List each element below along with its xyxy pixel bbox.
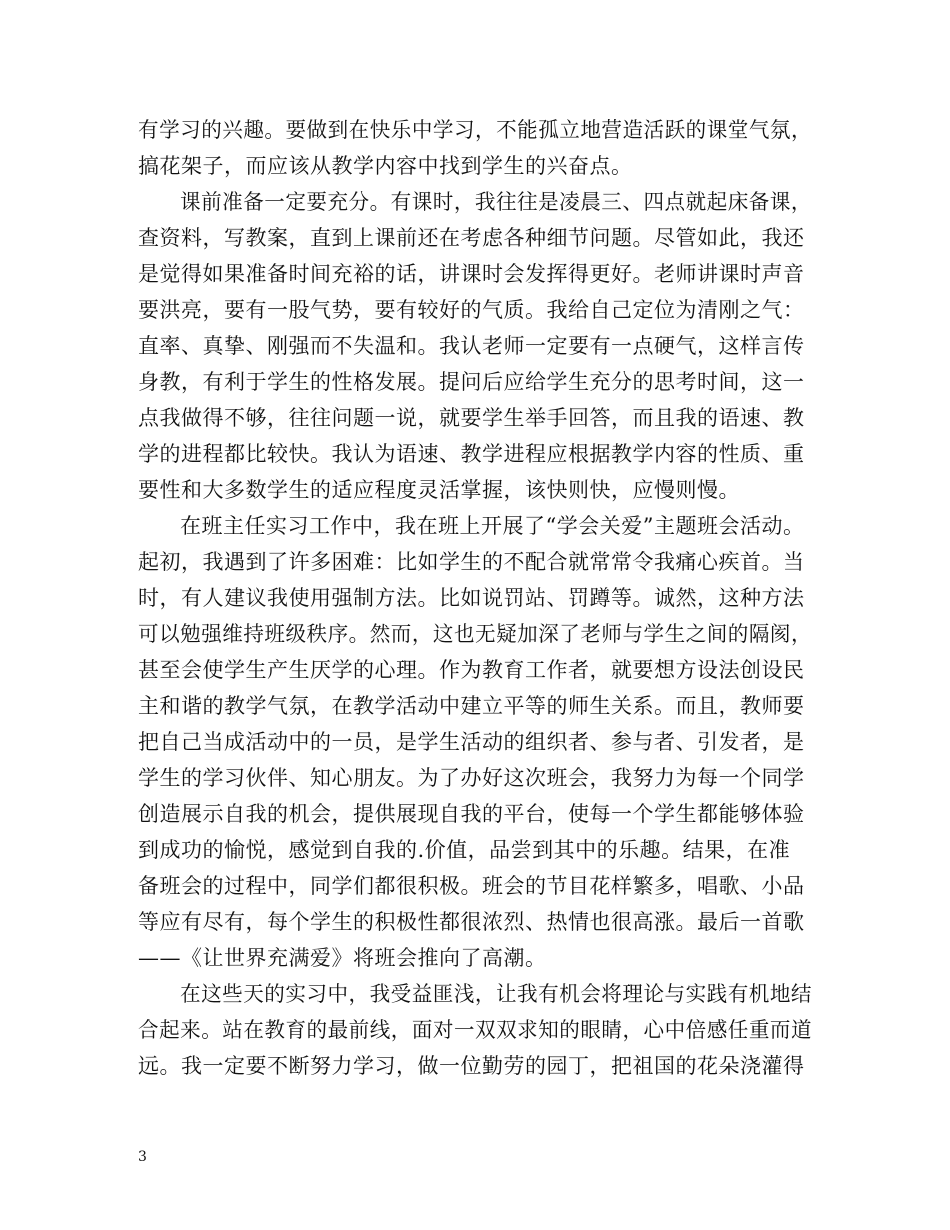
text-line: 搞花架子，而应该从教学内容中找到学生的兴奋点。: [138, 154, 633, 178]
text-line: ——《让世界充满爱》将班会推向了高潮。: [138, 946, 547, 970]
text-line: 把自己当成活动中的一员，是学生活动的组织者、参与者、引发者，是: [138, 730, 805, 754]
text-line: 到成功的愉悦，感觉到自我的.价值，品尝到其中的乐趣。结果，在准: [138, 838, 791, 862]
text-line: 远。我一定要不断努力学习，做一位勤劳的园丁，把祖国的花朵浇灌得: [138, 1054, 805, 1078]
text-line: 时，有人建议我使用强制方法。比如说罚站、罚蹲等。诚然，这种方法: [138, 586, 805, 610]
text-line: 有学习的兴趣。要做到在快乐中学习，不能孤立地营造活跃的课堂气氛，: [138, 118, 813, 142]
text-line: 主和谐的教学气氛，在教学活动中建立平等的师生关系。而且，教师要: [138, 694, 805, 718]
text-line: 查资料，写教案，直到上课前还在考虑各种细节问题。尽管如此，我还: [138, 226, 805, 250]
paragraph-start-line: 课前准备一定要充分。有课时，我往往是凌晨三、四点就起床备课，: [180, 190, 812, 214]
text-line: 备班会的过程中，同学们都很积极。班会的节目花样繁多，唱歌、小品: [138, 874, 805, 898]
text-line: 学的进程都比较快。我认为语速、教学进程应根据教学内容的性质、重: [138, 442, 805, 466]
text-line: 学生的学习伙伴、知心朋友。为了办好这次班会，我努力为每一个同学: [138, 766, 805, 790]
text-line: 是觉得如果准备时间充裕的话，讲课时会发挥得更好。老师讲课时声音: [138, 262, 805, 286]
text-line: 直率、真挚、刚强而不失温和。我认老师一定要有一点硬气，这样言传: [138, 334, 805, 358]
text-line: 合起来。站在教育的最前线，面对一双双求知的眼睛，心中倍感任重而道: [138, 1018, 813, 1042]
text-line: 等应有尽有，每个学生的积极性都很浓烈、热情也很高涨。最后一首歌: [138, 910, 805, 934]
text-line: 可以勉强维持班级秩序。然而，这也无疑加深了老师与学生之间的隔阂，: [138, 622, 813, 646]
page-number: 3: [138, 1149, 147, 1165]
text-line: 要洪亮，要有一股气势，要有较好的气质。我给自己定位为清刚之气：: [138, 298, 805, 322]
text-line: 创造展示自我的机会，提供展现自我的平台，使每一个学生都能够体验: [138, 802, 805, 826]
text-line: 点我做得不够，往往问题一说，就要学生举手回答，而且我的语速、教: [138, 406, 805, 430]
paragraph-start-line: 在这些天的实习中，我受益匪浅，让我有机会将理论与实践有机地结: [180, 982, 812, 1006]
paragraph-start-line: 在班主任实习工作中，我在班上开展了“学会关爱”主题班会活动。: [180, 514, 805, 538]
text-line: 身教，有利于学生的性格发展。提问后应给学生充分的思考时间，这一: [138, 370, 805, 394]
text-line: 要性和大多数学生的适应程度灵活掌握，该快则快，应慢则慢。: [138, 478, 740, 502]
text-line: 起初，我遇到了许多困难：比如学生的不配合就常常令我痛心疾首。当: [138, 550, 805, 574]
text-line: 甚至会使学生产生厌学的心理。作为教育工作者，就要想方设法创设民: [138, 658, 805, 682]
